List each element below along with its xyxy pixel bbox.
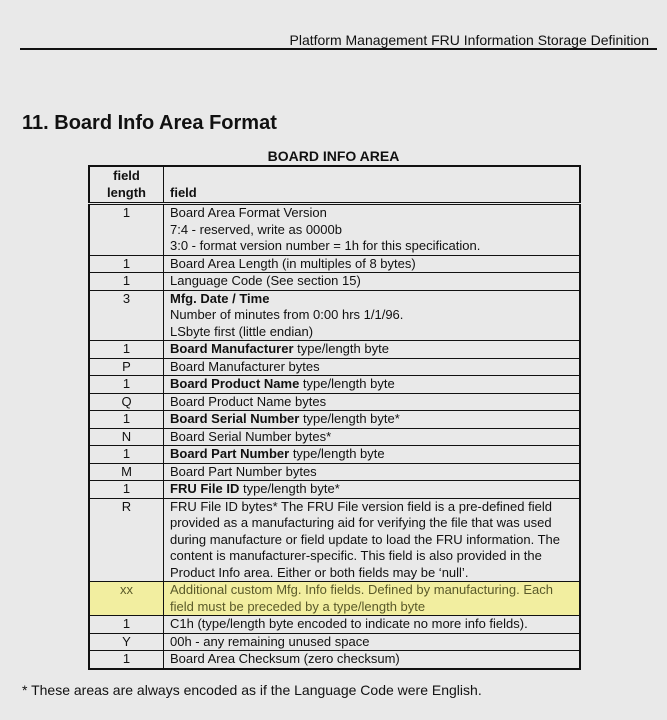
field-length-cell: N — [89, 428, 164, 446]
field-main-line — [170, 205, 573, 222]
field-length-cell: 1 — [89, 481, 164, 499]
table-row — [89, 358, 580, 376]
field-main-line — [170, 273, 573, 290]
table-row — [89, 582, 580, 616]
table-row — [89, 341, 580, 359]
table-row — [89, 255, 580, 273]
field-main-line — [170, 582, 573, 615]
table-row — [89, 290, 580, 341]
field-bold-name: Mfg. Date / Time — [170, 290, 270, 306]
field-description-cell — [164, 651, 581, 669]
field-detail-line: LSbyte first (little endian) — [170, 323, 314, 339]
field-text: Board Manufacturer bytes — [170, 358, 320, 374]
table-row — [89, 481, 580, 499]
field-length-cell: 1 — [89, 446, 164, 464]
field-text: Board Product Name bytes — [170, 393, 327, 409]
table-caption: BOARD INFO AREA — [267, 148, 400, 164]
field-detail-line: 3:0 - format version number = 1h for this specification. — [170, 238, 481, 253]
field-description-cell — [164, 393, 581, 411]
field-length-cell: 3 — [89, 290, 164, 341]
field-text: Board Area Checksum (zero checksum) — [170, 651, 400, 666]
field-length-cell: 1 — [89, 376, 164, 394]
field-length-cell: 1 — [89, 273, 164, 291]
field-main-line — [170, 429, 573, 446]
table-row — [89, 463, 580, 481]
field-text: FRU File ID bytes* The FRU File version field is a pre-defined field provided as a manufacturing aid for verifying the file that was used during manufacture or field update to load the FRU information. The content is manufacturer-specific. This field is also provided in the Product Info area. Either or both fields may be ‘null’. — [170, 498, 564, 580]
field-length-cell: 1 — [89, 616, 164, 634]
field-text: type/length byte* — [299, 411, 400, 426]
field-main-line — [170, 359, 573, 376]
field-text: Board Serial Number bytes* — [170, 428, 332, 444]
field-description-cell — [164, 428, 581, 446]
field-text: Language Code (See section 15) — [170, 273, 361, 288]
table-row — [89, 411, 580, 429]
board-info-area-table — [88, 165, 581, 670]
field-description-cell — [164, 255, 581, 273]
table-row — [89, 498, 580, 582]
field-description-cell — [164, 290, 581, 341]
field-main-line — [170, 651, 573, 668]
field-description-cell — [164, 341, 581, 359]
field-text: type/length byte — [293, 341, 389, 356]
field-length-cell: P — [89, 358, 164, 376]
field-main-line — [170, 481, 573, 498]
table-row — [89, 616, 580, 634]
field-description-cell — [164, 204, 581, 256]
field-text: type/length byte — [289, 446, 385, 461]
field-description-cell — [164, 481, 581, 499]
table-row — [89, 633, 580, 651]
field-length-cell: M — [89, 463, 164, 481]
field-text: type/length byte — [299, 376, 395, 391]
field-description-cell — [164, 446, 581, 464]
field-bold-name: Board Product Name — [170, 376, 300, 391]
field-main-line — [170, 499, 573, 582]
field-length-cell: 1 — [89, 341, 164, 359]
field-text: 00h - any remaining unused space — [170, 633, 370, 649]
field-bold-name: Board Manufacturer — [170, 341, 294, 356]
table-row — [89, 651, 580, 669]
field-text: Board Area Length (in multiples of 8 bytes) — [170, 255, 416, 271]
field-main-line — [170, 616, 573, 633]
footnote: * These areas are always encoded as if the Language Code were English. — [22, 682, 482, 698]
field-length-cell: 1 — [89, 411, 164, 429]
field-length-cell: Y — [89, 633, 164, 651]
section-title: 11. Board Info Area Format — [22, 112, 277, 134]
field-description-cell — [164, 498, 581, 582]
field-length-cell: 1 — [89, 204, 164, 256]
field-description-cell — [164, 463, 581, 481]
field-length-cell: 1 — [89, 255, 164, 273]
field-main-line — [170, 394, 573, 411]
column-header-length-line2: length — [107, 184, 146, 200]
field-description-cell — [164, 582, 581, 616]
field-main-line — [170, 376, 573, 393]
header-rule — [20, 48, 657, 50]
field-main-line — [170, 341, 573, 358]
field-bold-name: FRU File ID — [170, 481, 240, 496]
field-text: Board Part Number bytes — [170, 463, 317, 479]
table-header-row — [89, 166, 580, 204]
table-row — [89, 204, 580, 256]
field-detail-line: Number of minutes from 0:00 hrs 1/1/96. — [170, 307, 404, 322]
table-row — [89, 273, 580, 291]
field-main-line — [170, 256, 573, 273]
field-bold-name: Board Serial Number — [170, 411, 300, 426]
table-row — [89, 428, 580, 446]
field-description-cell — [164, 616, 581, 634]
table-row — [89, 446, 580, 464]
document-header-title: Platform Management FRU Information Storage Definition — [289, 32, 649, 48]
field-description-cell — [164, 376, 581, 394]
field-description-cell — [164, 411, 581, 429]
field-text: Board Area Format Version — [170, 205, 327, 220]
field-detail-line: 7:4 - reserved, write as 0000b — [170, 221, 342, 237]
field-length-cell: xx — [89, 582, 164, 616]
field-length-cell: Q — [89, 393, 164, 411]
field-main-line — [170, 291, 573, 308]
field-main-line — [170, 411, 573, 428]
field-description-cell — [164, 273, 581, 291]
column-header-field-length — [89, 166, 164, 204]
column-header-length-line1: field — [113, 168, 140, 183]
table-row — [89, 393, 580, 411]
field-length-cell: R — [89, 498, 164, 582]
field-length-cell: 1 — [89, 651, 164, 669]
table-row — [89, 376, 580, 394]
column-header-field: field — [164, 166, 581, 204]
field-description-cell — [164, 633, 581, 651]
field-bold-name: Board Part Number — [170, 446, 290, 461]
field-main-line — [170, 634, 573, 651]
field-description-cell — [164, 358, 581, 376]
field-main-line — [170, 464, 573, 481]
field-text: type/length byte* — [239, 481, 340, 496]
field-text: Additional custom Mfg. Info fields. Defined by manufacturing. Each field must be preceded by a type/length byte — [170, 582, 557, 614]
field-text: C1h (type/length byte encoded to indicate no more info fields). — [170, 616, 528, 631]
field-main-line — [170, 446, 573, 463]
